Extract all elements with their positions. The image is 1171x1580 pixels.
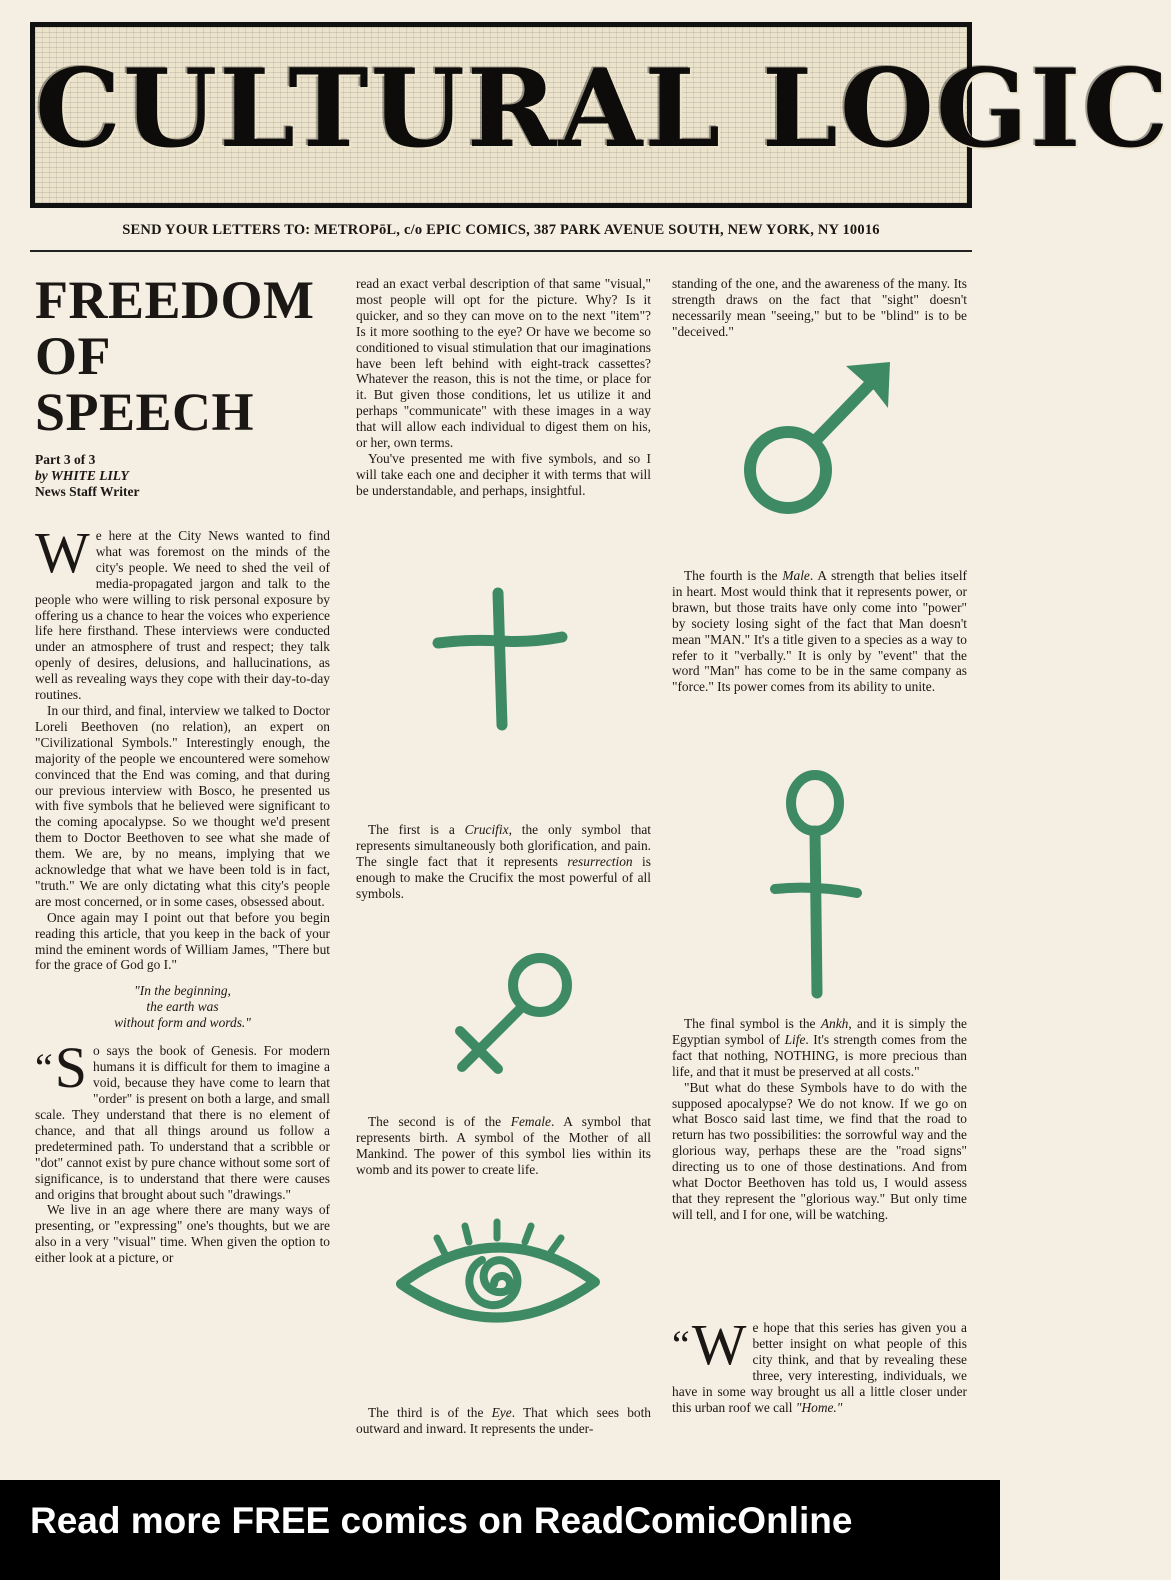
part-label: Part 3 of 3 <box>35 452 96 467</box>
headline-line-3: SPEECH <box>35 382 255 442</box>
male-caption <box>672 568 967 695</box>
male-text-a: The fourth is the <box>684 568 783 583</box>
genesis-paragraph <box>35 1035 330 1202</box>
crucifix-term: Crucifix <box>464 822 509 837</box>
headline-line-1: FREEDOM <box>35 270 315 330</box>
crucifix-caption <box>356 822 651 902</box>
footer-link[interactable]: Read more FREE comics on ReadComicOnline <box>30 1500 853 1541</box>
column-1 <box>35 262 330 1266</box>
eye-text-a: The third is of the <box>368 1405 492 1420</box>
ankh-caption <box>672 1016 967 1223</box>
genesis-text: o says the book of Genesis. For modern humans it is difficult for them to imagine a void, because they have come to learn that "order" is present on both a large, and small scale. They understand that there is no element of chance, and that all things around us follow a predetermined path. To understand that a scribble or "dot" cannot exist by pure chance without some sort of significance, is to understand that there were causes and origins that brought about such "drawings." <box>35 1043 330 1202</box>
paragraph-5: We live in an age where there are many ways of presenting, or "expressing" one's thoughts, but we are also in a very "visual" time. When given the option to either look at a picture, or <box>35 1202 330 1266</box>
col3-paragraph-1: standing of the one, and the awareness of the many. Its strength draws on the fact that "sight" doesn't necessarily mean "seeing," but to be "blind" is to be "deceived." <box>672 276 967 339</box>
ankh-text-e: . It's strength comes from the fact that nothing, NOTHING, is more precious than life, and that it must be preserved at all costs." <box>672 1031 967 1079</box>
epigraph <box>35 983 330 1031</box>
female-text-c: . A symbol that represents birth. A symbol of the Mother of all Mankind. The power of this symbol lies within its womb and its power to create life. <box>356 1114 651 1177</box>
epigraph-line-2: the earth was <box>146 999 219 1015</box>
author-role: News Staff Writer <box>35 484 140 499</box>
male-symbol-icon <box>728 360 898 530</box>
eye-text-c: . That which sees both outward and inward. It represents the under- <box>356 1405 652 1436</box>
intro-paragraph <box>35 520 330 703</box>
eye-term: Eye <box>491 1405 512 1420</box>
male-term: Male <box>782 568 810 583</box>
by-label: by <box>35 468 51 483</box>
masthead <box>30 22 1171 208</box>
ankh-symbol-icon <box>765 765 865 1000</box>
ankh-term: Ankh <box>820 1016 849 1031</box>
column-2 <box>356 276 651 499</box>
ankh-text-c: , and it is simply the Egyptian symbol of <box>672 1016 967 1047</box>
female-term: Female <box>510 1114 551 1129</box>
life-term: Life <box>784 1031 806 1047</box>
col2-paragraph-1: read an exact verbal description of that same "visual," most people will opt for the picture. Why? Is it quicker, and so they can move on to the next "item"? Is it more soothing to the eye? Or have we become so conditioned to visual stimulation that our imaginations have been left behind with eight-track cassettes? Whatever the reason, this is not the time, or place for it. But given those conditions, let us utilize it and perhaps "communicate" with these images in a way that will allow each individual to digest them on his, or her, own terms. <box>356 276 651 451</box>
crucifix-text-c: , the only symbol that represents simultaneously both glorification, and pain. The single fact that it represents <box>356 822 651 869</box>
eye-symbol-icon <box>393 1222 603 1342</box>
female-caption <box>356 1114 651 1178</box>
col2-paragraph-2: You've presented me with five symbols, and so I will take each one and decipher it with terms that will be understandable, and perhaps, insightful. <box>356 450 651 498</box>
epigraph-line-1: "In the beginning, <box>134 983 231 999</box>
headline <box>35 272 330 440</box>
female-symbol-icon <box>440 945 590 1085</box>
crucifix-symbol-icon <box>430 585 570 735</box>
closing-open-quote: “ <box>672 1322 690 1367</box>
male-text-c: . A strength that belies itself in heart. Most would think that it represents power, or brawn, but those traits have only come into "power" by society losing sight of the fact that Man doesn't mean "MAN." It's a title given to a species as a way to refer to it "verbally." It is only by "event" that the word "Man" has come to be in the same company as "force." Its power comes from its ability to unite. <box>672 568 967 695</box>
eye-caption <box>356 1405 651 1437</box>
paragraph-2: In our third, and final, interview we talked to Doctor Loreli Beethoven (no relation), an expert on "Civilizational Symbols." Interestingly enough, the majority of the people we encountered were somehow convinced that the End was coming, and that during our previous interview with Bosco, he presented us with five symbols that he believed were significant to the coming apocalypse. So we thought we'd present them to Doctor Beethoven to see what she made of them. We are, by no means, implying that we acknowledge that what we have been told is in fact, "truth." We are only dictating what this city's people are most concerned, or in some cases, obsessed about. <box>35 702 330 909</box>
closing-paragraph <box>672 1312 967 1415</box>
home-term: "Home." <box>795 1399 843 1415</box>
closing-text: e hope that this series has given you a better insight on what people of this city think, and that by revealing these three, very interesting, individuals, we have in some way brought us all a little closer under this urban roof we call <box>672 1320 967 1415</box>
female-text-a: The second is of the <box>368 1114 511 1129</box>
ankh-text-a: The final symbol is the <box>684 1016 821 1031</box>
byline <box>35 452 330 500</box>
headline-line-2: OF <box>35 326 111 386</box>
author-name: WHITE LILY <box>50 468 129 483</box>
column-3 <box>672 276 967 340</box>
dropcap-s <box>35 1035 88 1101</box>
epigraph-line-3: without form and words." <box>114 1015 251 1031</box>
dropcap-s-letter: S <box>54 1035 88 1101</box>
masthead-title: CULTURAL LOGIC <box>35 46 1171 172</box>
apocalypse-paragraph: "But what do these Symbols have to do with the supposed apocalypse? We do not know. If we go on what Bosco said last time, we find that the road to return has two possibilities: the sorrowful way and the glorious way, perhaps these are the "road signs" directing us to one of those destinations. And from what Doctor Beethoven has told us, I would assess that they represent the "glorious way." But only time will tell, and I for one, will be watching. <box>672 1079 967 1222</box>
mailing-address: SEND YOUR LETTERS TO: METROPōL, c/o EPIC COMICS, 387 PARK AVENUE SOUTH, NEW YORK, NY 10016 <box>122 222 880 238</box>
header-divider <box>30 250 972 252</box>
dropcap-w-closing <box>672 1312 747 1377</box>
dropcap-w: W <box>35 520 90 585</box>
crucifix-text-e: is enough to make the Crucifix the most powerful of all symbols. <box>356 853 651 901</box>
resurrection-term: resurrection <box>567 853 633 869</box>
open-quote: “ <box>35 1045 53 1091</box>
paragraph-3: Once again may I point out that before you begin reading this article, that you keep in the back of your mind the eminent words of William James, "There but for the grace of God go I." <box>35 909 330 973</box>
author-line <box>35 468 330 484</box>
intro-text: e here at the City News wanted to find what was foremost on the minds of the city's people. We need to shed the veil of media-propagated jargon and talk to the people who were willing to risk personal exposure by offering us a chance to hear the voices who experience life here firsthand. These interviews were conducted under an atmosphere of trust and respect; they talk openly of desires, delusions, and hallucinations, as well as revealing ways they cope with their day-to-day routines. <box>35 528 330 703</box>
closing-dropcap-letter: W <box>691 1312 747 1377</box>
crucifix-text-a: The first is a <box>368 822 465 837</box>
